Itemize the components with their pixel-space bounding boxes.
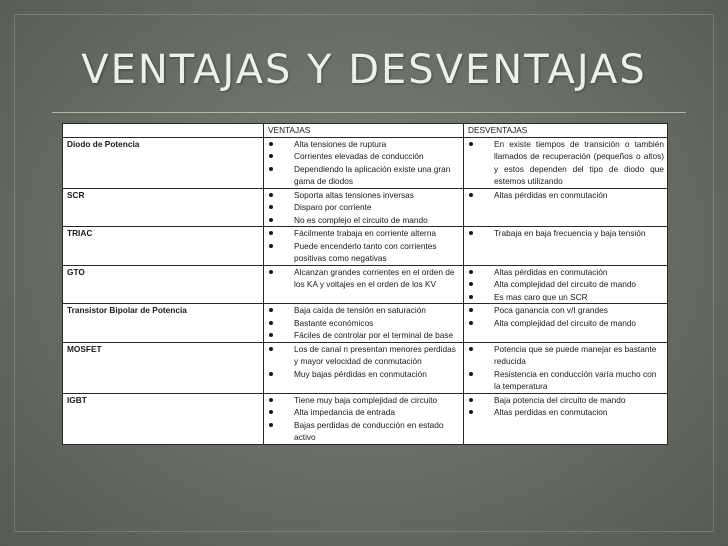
list-item-text: Puede encenderlo tanto con corrientes positivas como negativas [294,240,437,263]
list-item-text: Alta complejidad del circuito de mando [494,317,637,328]
desventajas-cell [464,188,668,227]
list-item [468,266,664,279]
list-item-text: En existe tiempos de transición o también llamados de recuperación (pequeños o altos) y estos dependen del tipo de diodo que estemos utilizando [494,138,664,186]
list-item [268,394,460,407]
bullet-icon [469,193,473,197]
list-item-text: Altas pérdidas en conmutación [494,189,608,200]
list-item [468,291,664,304]
bullet-icon [269,347,273,351]
ventajas-list [268,138,460,188]
bullet-icon [269,321,273,325]
list-item [468,343,664,368]
list-item-text: Disparo por corriente [294,202,372,212]
desventajas-cell [464,265,668,304]
list-item-text: Altas pérdidas en conmutación [494,266,608,277]
desventajas-list [468,304,664,329]
bullet-icon [269,205,273,209]
list-item [268,317,460,330]
list-item [268,150,460,163]
list-item-text: Alta tensiones de ruptura [294,138,387,149]
desventajas-list [468,227,664,240]
table-row [63,227,668,266]
bullet-icon [469,321,473,325]
table-row [63,342,668,393]
table-row [63,137,668,188]
desventajas-cell [464,393,668,444]
list-item-text: Potencia que se puede manejar es bastante reducida [494,343,657,366]
bullet-icon [269,218,273,222]
list-item [468,227,664,240]
bullet-icon [269,167,273,171]
list-item-text: Corrientes elevadas de conducción [294,151,424,161]
bullet-icon [469,270,473,274]
bullet-icon [469,295,473,299]
list-item-text: Tiene muy baja complejidad de circuito [294,394,438,405]
list-item [268,227,460,240]
bullet-icon [269,154,273,158]
bullet-icon [269,308,273,312]
list-item-text: Bajas perdidas de conducción en estado activo [294,419,444,442]
bullet-icon [269,244,273,248]
list-item [268,406,460,419]
ventajas-cell [264,188,464,227]
bullet-icon [469,372,473,376]
list-item [268,368,460,381]
ventajas-cell [264,342,464,393]
device-name: MOSFET [63,342,264,393]
desventajas-list [468,394,664,419]
list-item [268,343,460,368]
ventajas-list [268,343,460,381]
list-item-text: Es mas caro que un SCR [494,291,588,302]
bullet-icon [269,142,273,146]
device-name: GTO [63,265,264,304]
list-item [268,304,460,317]
ventajas-list [268,227,460,265]
device-name: Diodo de Potencia [63,137,264,188]
bullet-icon [469,347,473,351]
desventajas-cell [464,227,668,266]
ventajas-cell [264,137,464,188]
list-item [468,368,664,393]
bullet-icon [269,410,273,414]
bullet-icon [469,410,473,414]
list-item-text: Alcanzan grandes corrientes en el orden de los KA y voltajes en el orden de los KV [294,266,455,289]
header-device [63,124,264,138]
list-item [268,419,460,444]
ventajas-cell [264,393,464,444]
table-row [63,304,668,343]
table-row [63,393,668,444]
list-item-text: Muy bajas pérdidas en conmutación [294,368,427,379]
ventajas-cell [264,265,464,304]
comparison-table [62,123,668,445]
list-item-text: No es complejo el circuito de mando [294,214,428,225]
list-item-text: Soporta altas tensiones inversas [294,189,414,200]
list-item [268,329,460,342]
list-item-text: Fáciles de controlar por el terminal de base [294,330,454,340]
ventajas-list [268,304,460,342]
device-name: IGBT [63,393,264,444]
device-name: SCR [63,188,264,227]
bullet-icon [469,398,473,402]
bullet-icon [269,423,273,427]
list-item [268,163,460,188]
bullet-icon [269,193,273,197]
header-ventajas: VENTAJAS [264,124,464,138]
list-item-text: Baja potencia del circuito de mando [494,394,626,405]
list-item [268,201,460,214]
list-item-text: Trabaja en baja frecuencia y baja tensión [494,228,646,238]
device-name: TRIAC [63,227,264,266]
device-name: Transistor Bipolar de Potencia [63,304,264,343]
bullet-icon [269,372,273,376]
list-item [268,240,460,265]
list-item-text: Bastante económicos [294,317,374,328]
list-item [468,138,664,188]
desventajas-list [468,138,664,188]
list-item-text: Los de canal n presentan menores perdidas y mayor velocidad de conmutación [294,343,456,366]
ventajas-cell [264,304,464,343]
list-item-text: Poca ganancia con v/I grandes [494,305,608,315]
title-rule [52,112,686,113]
list-item [268,214,460,227]
list-item [468,406,664,419]
list-item-text: Altas perdidas en conmutacion [494,407,608,417]
bullet-icon [269,231,273,235]
list-item [268,138,460,151]
table-row [63,188,668,227]
table-row [63,265,668,304]
bullet-icon [469,231,473,235]
slide-title: VENTAJAS Y DESVENTAJAS [81,47,647,93]
list-item-text: Alta impedancia de entrada [294,407,396,417]
ventajas-cell [264,227,464,266]
bullet-icon [469,308,473,312]
list-item [268,189,460,202]
desventajas-list [468,266,664,304]
desventajas-cell [464,342,668,393]
bullet-icon [269,333,273,337]
list-item-text: Baja caída de tensión en saturación [294,305,426,315]
list-item-text: Fácilmente trabaja en corriente alterna [294,228,437,238]
header-desventajas: DESVENTAJAS [464,124,668,138]
desventajas-list [468,189,664,202]
list-item [468,394,664,407]
bullet-icon [469,142,473,146]
desventajas-cell [464,137,668,188]
table-body [63,124,668,445]
list-item [468,278,664,291]
list-item-text: Dependiendo la aplicación existe una gran gama de diodos [294,163,451,186]
bullet-icon [469,282,473,286]
ventajas-list [268,189,460,227]
desventajas-list [468,343,664,393]
list-item [468,189,664,202]
ventajas-list [268,394,460,444]
list-item [468,304,664,317]
list-item [468,317,664,330]
bullet-icon [269,270,273,274]
list-item-text: Alta complejidad del circuito de mando [494,279,637,289]
table-header-row [63,124,668,138]
list-item-text: Resistencia en conducción varía mucho con la temperatura [494,368,657,391]
ventajas-list [268,266,460,291]
bullet-icon [269,398,273,402]
list-item [268,266,460,291]
desventajas-cell [464,304,668,343]
